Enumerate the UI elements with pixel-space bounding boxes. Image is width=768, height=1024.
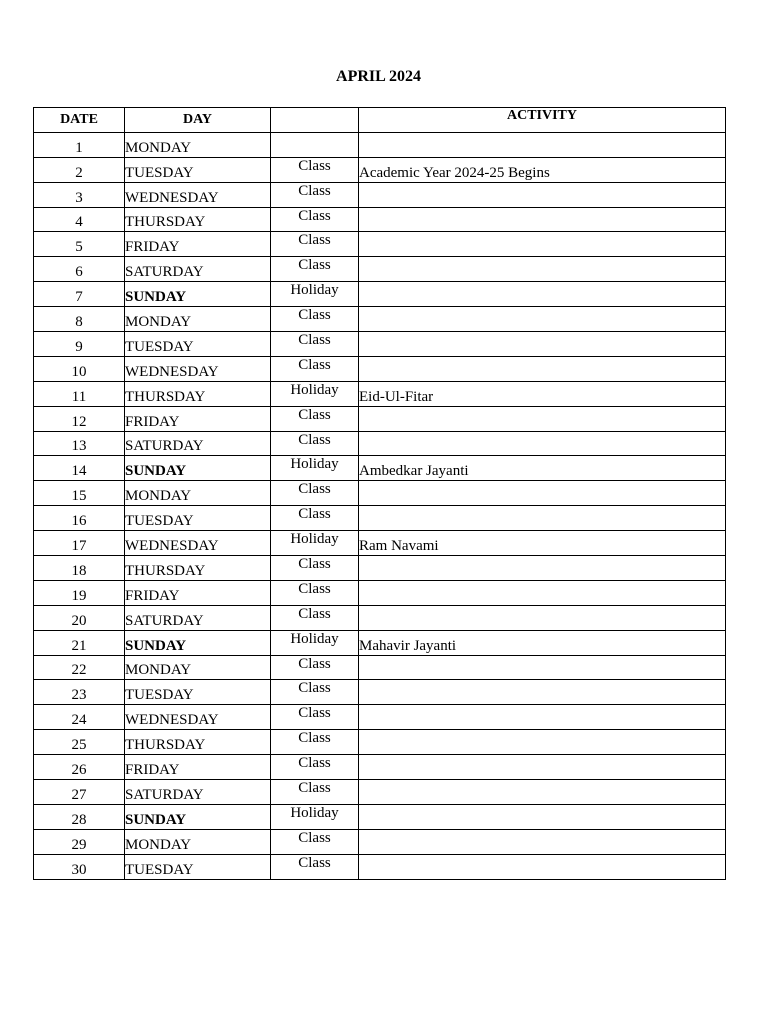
type-cell: Class — [271, 556, 359, 581]
day-cell: FRIDAY — [125, 580, 271, 605]
type-cell: Holiday — [271, 456, 359, 481]
activity-cell — [359, 755, 726, 780]
activity-cell: Academic Year 2024-25 Begins — [359, 157, 726, 182]
day-cell: SUNDAY — [125, 630, 271, 655]
type-cell: Class — [271, 580, 359, 605]
date-cell: 23 — [34, 680, 125, 705]
day-cell: MONDAY — [125, 132, 271, 157]
activity-cell — [359, 804, 726, 829]
date-cell: 1 — [34, 132, 125, 157]
type-cell: Class — [271, 506, 359, 531]
day-cell: THURSDAY — [125, 207, 271, 232]
date-cell: 11 — [34, 381, 125, 406]
type-cell: Holiday — [271, 531, 359, 556]
day-cell: FRIDAY — [125, 232, 271, 257]
table-row — [34, 157, 726, 182]
type-cell: Class — [271, 182, 359, 207]
calendar-table — [33, 107, 726, 880]
activity-cell — [359, 780, 726, 805]
type-cell: Class — [271, 481, 359, 506]
type-cell: Class — [271, 307, 359, 332]
activity-cell — [359, 705, 726, 730]
table-row — [34, 481, 726, 506]
header-activity: ACTIVITY — [359, 108, 726, 133]
date-cell: 12 — [34, 406, 125, 431]
table-row — [34, 605, 726, 630]
type-cell: Class — [271, 232, 359, 257]
table-row — [34, 182, 726, 207]
type-cell: Class — [271, 755, 359, 780]
day-cell: SATURDAY — [125, 605, 271, 630]
activity-cell — [359, 307, 726, 332]
date-cell: 30 — [34, 854, 125, 879]
date-cell: 18 — [34, 556, 125, 581]
day-cell: WEDNESDAY — [125, 531, 271, 556]
day-cell: SATURDAY — [125, 257, 271, 282]
date-cell: 7 — [34, 282, 125, 307]
day-cell: THURSDAY — [125, 381, 271, 406]
date-cell: 8 — [34, 307, 125, 332]
type-cell: Class — [271, 356, 359, 381]
day-cell: SUNDAY — [125, 456, 271, 481]
day-cell: MONDAY — [125, 655, 271, 680]
day-cell: THURSDAY — [125, 730, 271, 755]
day-cell: WEDNESDAY — [125, 356, 271, 381]
calendar-body — [34, 132, 726, 879]
table-row — [34, 282, 726, 307]
date-cell: 2 — [34, 157, 125, 182]
activity-cell — [359, 406, 726, 431]
table-row — [34, 132, 726, 157]
activity-cell — [359, 132, 726, 157]
day-cell: TUESDAY — [125, 854, 271, 879]
activity-cell — [359, 232, 726, 257]
day-cell: SUNDAY — [125, 804, 271, 829]
activity-cell: Mahavir Jayanti — [359, 630, 726, 655]
day-cell: TUESDAY — [125, 332, 271, 357]
table-row — [34, 730, 726, 755]
table-row — [34, 854, 726, 879]
table-row — [34, 381, 726, 406]
activity-cell — [359, 332, 726, 357]
day-cell: TUESDAY — [125, 680, 271, 705]
activity-cell — [359, 580, 726, 605]
date-cell: 22 — [34, 655, 125, 680]
table-row — [34, 829, 726, 854]
date-cell: 16 — [34, 506, 125, 531]
table-row — [34, 356, 726, 381]
type-cell: Class — [271, 605, 359, 630]
type-cell — [271, 132, 359, 157]
type-cell: Class — [271, 406, 359, 431]
day-cell: SATURDAY — [125, 780, 271, 805]
day-cell: MONDAY — [125, 481, 271, 506]
type-cell: Class — [271, 780, 359, 805]
type-cell: Class — [271, 257, 359, 282]
page-title: APRIL 2024 — [336, 68, 421, 85]
activity-cell — [359, 257, 726, 282]
day-cell: WEDNESDAY — [125, 182, 271, 207]
type-cell: Holiday — [271, 804, 359, 829]
activity-cell — [359, 655, 726, 680]
day-cell: MONDAY — [125, 829, 271, 854]
header-type — [271, 108, 359, 133]
activity-cell — [359, 730, 726, 755]
activity-cell — [359, 605, 726, 630]
activity-cell — [359, 356, 726, 381]
table-row — [34, 456, 726, 481]
table-row — [34, 580, 726, 605]
type-cell: Holiday — [271, 630, 359, 655]
date-cell: 24 — [34, 705, 125, 730]
date-cell: 10 — [34, 356, 125, 381]
activity-cell — [359, 481, 726, 506]
table-row — [34, 804, 726, 829]
type-cell: Holiday — [271, 282, 359, 307]
date-cell: 20 — [34, 605, 125, 630]
date-cell: 21 — [34, 630, 125, 655]
day-cell: TUESDAY — [125, 157, 271, 182]
type-cell: Class — [271, 332, 359, 357]
activity-cell — [359, 506, 726, 531]
table-row — [34, 705, 726, 730]
header-day: DAY — [125, 108, 271, 133]
day-cell: WEDNESDAY — [125, 705, 271, 730]
table-row — [34, 630, 726, 655]
type-cell: Class — [271, 431, 359, 456]
day-cell: TUESDAY — [125, 506, 271, 531]
activity-cell: Eid-Ul-Fitar — [359, 381, 726, 406]
date-cell: 27 — [34, 780, 125, 805]
date-cell: 15 — [34, 481, 125, 506]
type-cell: Class — [271, 157, 359, 182]
table-row — [34, 755, 726, 780]
table-row — [34, 655, 726, 680]
table-row — [34, 506, 726, 531]
day-cell: FRIDAY — [125, 406, 271, 431]
type-cell: Class — [271, 829, 359, 854]
type-cell: Class — [271, 207, 359, 232]
table-row — [34, 257, 726, 282]
date-cell: 13 — [34, 431, 125, 456]
header-date: DATE — [34, 108, 125, 133]
activity-cell — [359, 282, 726, 307]
type-cell: Class — [271, 730, 359, 755]
activity-cell: Ram Navami — [359, 531, 726, 556]
table-row — [34, 332, 726, 357]
day-cell: MONDAY — [125, 307, 271, 332]
table-row — [34, 680, 726, 705]
date-cell: 5 — [34, 232, 125, 257]
activity-cell — [359, 431, 726, 456]
day-cell: SATURDAY — [125, 431, 271, 456]
type-cell: Class — [271, 680, 359, 705]
table-row — [34, 406, 726, 431]
date-cell: 4 — [34, 207, 125, 232]
type-cell: Holiday — [271, 381, 359, 406]
date-cell: 17 — [34, 531, 125, 556]
day-cell: FRIDAY — [125, 755, 271, 780]
table-row — [34, 431, 726, 456]
activity-cell — [359, 556, 726, 581]
table-row — [34, 780, 726, 805]
date-cell: 6 — [34, 257, 125, 282]
type-cell: Class — [271, 705, 359, 730]
activity-cell — [359, 829, 726, 854]
date-cell: 14 — [34, 456, 125, 481]
date-cell: 26 — [34, 755, 125, 780]
date-cell: 28 — [34, 804, 125, 829]
date-cell: 9 — [34, 332, 125, 357]
day-cell: SUNDAY — [125, 282, 271, 307]
header-row — [34, 108, 726, 133]
activity-cell — [359, 854, 726, 879]
table-row — [34, 307, 726, 332]
table-row — [34, 556, 726, 581]
activity-cell — [359, 207, 726, 232]
table-row — [34, 207, 726, 232]
activity-cell — [359, 680, 726, 705]
date-cell: 3 — [34, 182, 125, 207]
activity-cell — [359, 182, 726, 207]
type-cell: Class — [271, 854, 359, 879]
date-cell: 19 — [34, 580, 125, 605]
type-cell: Class — [271, 655, 359, 680]
day-cell: THURSDAY — [125, 556, 271, 581]
activity-cell: Ambedkar Jayanti — [359, 456, 726, 481]
date-cell: 29 — [34, 829, 125, 854]
table-row — [34, 531, 726, 556]
table-row — [34, 232, 726, 257]
date-cell: 25 — [34, 730, 125, 755]
